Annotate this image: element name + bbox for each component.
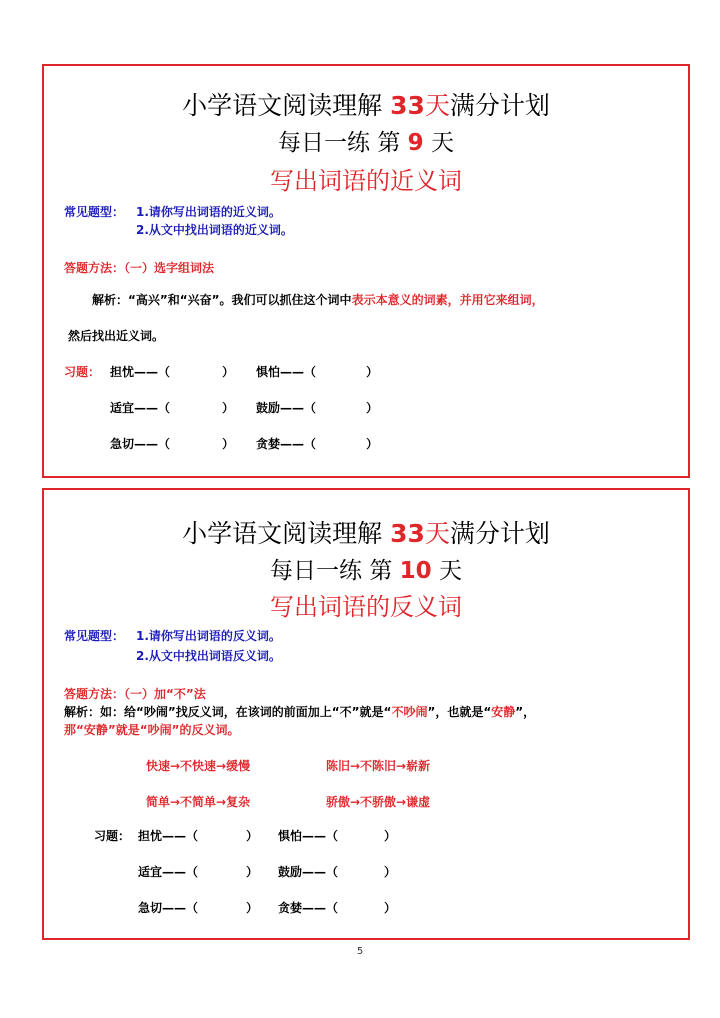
exercise-item: 适宜——（ — [110, 401, 171, 415]
exercise-item: 贪婪——（ — [278, 901, 339, 915]
day9-analysis: 解析：“高兴”和“兴奋”。我们可以抓住这个词中表示本意义的词素，并用它来组词， — [92, 293, 544, 307]
day10-common-2: 2.从文中找出词语反义词。 — [136, 649, 281, 663]
day10-topic: 写出词语的反义词 — [270, 593, 462, 621]
exercise-item: 惧怕——（ — [278, 829, 339, 843]
exercise-item: 鼓励——（ — [278, 865, 339, 879]
exercise-item: 急切——（ — [110, 437, 171, 451]
answer-blank[interactable]: ） — [246, 901, 259, 915]
day10-common-label: 常见题型： — [64, 629, 125, 643]
day9-common-1: 1.请你写出词语的近义词。 — [136, 205, 281, 219]
answer-blank[interactable]: ） — [246, 829, 259, 843]
day9-analysis-cont: 然后找出近义词。 — [68, 329, 165, 343]
example-pair: 快速→不快速→缓慢 — [146, 759, 251, 773]
exercise-item: 急切——（ — [138, 901, 199, 915]
day10-exercise-label: 习题： — [94, 829, 131, 843]
exercise-item: 贪婪——（ — [256, 437, 317, 451]
day9-card — [42, 64, 690, 478]
exercise-item: 担忧——（ — [138, 829, 199, 843]
example-pair: 骄傲→不骄傲→谦虚 — [326, 795, 431, 809]
answer-blank[interactable]: ） — [384, 901, 397, 915]
answer-blank[interactable]: ） — [222, 437, 235, 451]
example-pair: 简单→不简单→复杂 — [146, 795, 251, 809]
day10-analysis: 解析：如：给“吵闹”找反义词，在该词的前面加上“不”就是“不吵闹”，也就是“安静”， — [64, 705, 536, 719]
exercise-item: 鼓励——（ — [256, 401, 317, 415]
answer-blank[interactable]: ） — [246, 865, 259, 879]
day9-common-label: 常见题型： — [64, 205, 125, 219]
example-pair: 陈旧→不陈旧→崭新 — [326, 759, 431, 773]
exercise-item: 惧怕——（ — [256, 365, 317, 379]
answer-blank[interactable]: ） — [366, 437, 379, 451]
day9-subtitle: 每日一练 第 9 天 — [278, 130, 454, 156]
answer-blank[interactable]: ） — [222, 365, 235, 379]
page-number: 5 — [356, 946, 364, 957]
answer-blank[interactable]: ） — [384, 829, 397, 843]
day10-title: 小学语文阅读理解 33天满分计划 — [182, 519, 550, 548]
day9-topic: 写出词语的近义词 — [270, 167, 462, 195]
day10-card — [42, 488, 690, 940]
day10-method: 答题方法：（一）加“不”法 — [64, 687, 206, 701]
day9-exercise-label: 习题： — [64, 365, 101, 379]
day9-common-2: 2.从文中找出词语的近义词。 — [136, 223, 293, 237]
day9-title: 小学语文阅读理解 33天满分计划 — [182, 91, 550, 120]
answer-blank[interactable]: ） — [366, 365, 379, 379]
answer-blank[interactable]: ） — [222, 401, 235, 415]
answer-blank[interactable]: ） — [384, 865, 397, 879]
day10-common-1: 1.请你写出词语的反义词。 — [136, 629, 281, 643]
day10-analysis-cont: 那“安静”就是“吵闹”的反义词。 — [64, 723, 240, 737]
exercise-item: 担忧——（ — [110, 365, 171, 379]
day10-subtitle: 每日一练 第 10 天 — [270, 558, 462, 584]
exercise-item: 适宜——（ — [138, 865, 199, 879]
answer-blank[interactable]: ） — [366, 401, 379, 415]
day9-method: 答题方法：（一）选字组词法 — [64, 261, 215, 275]
